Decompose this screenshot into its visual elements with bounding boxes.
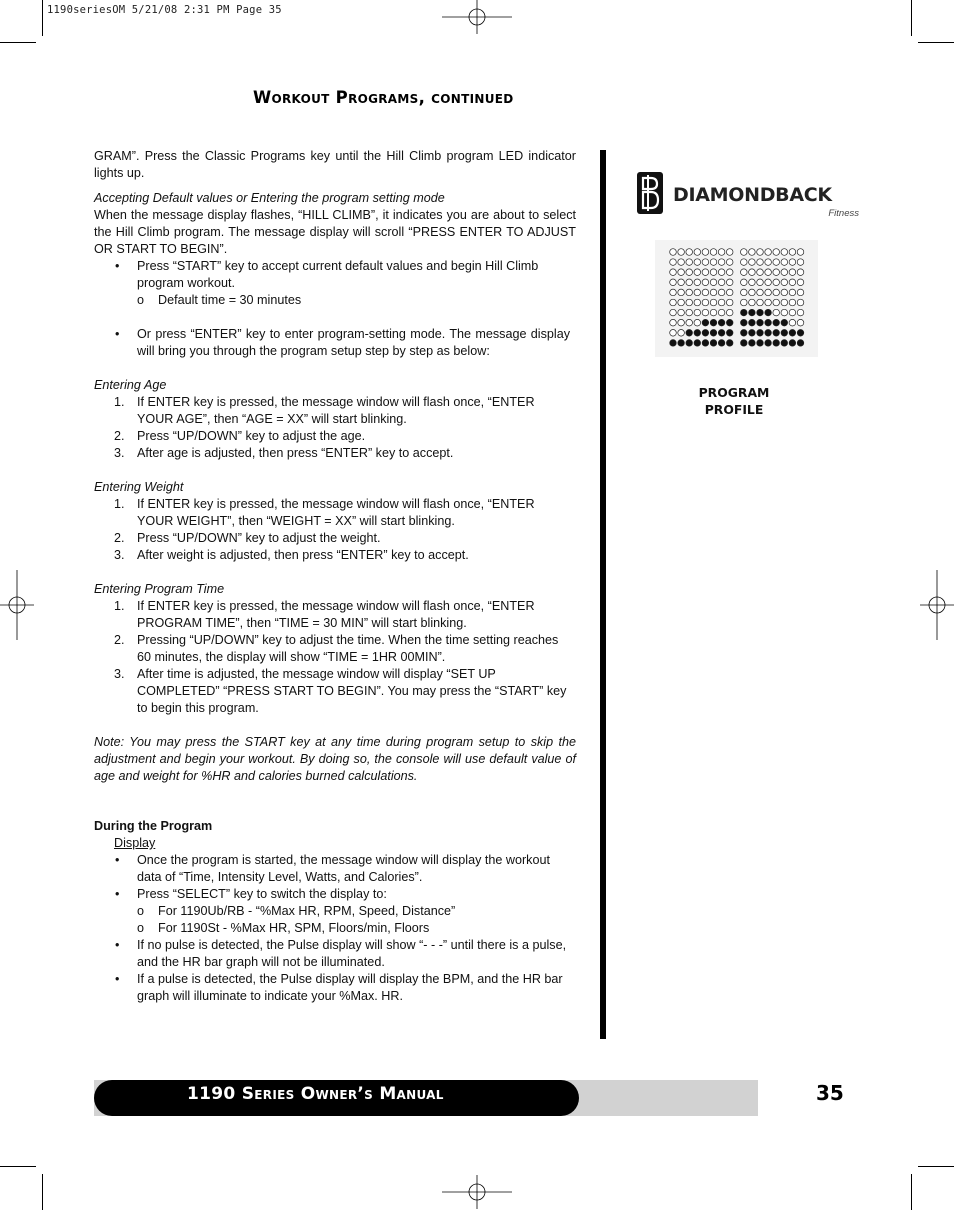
age-heading: Entering Age bbox=[94, 378, 167, 392]
led-dot-unlit bbox=[710, 309, 717, 316]
list-item bbox=[94, 971, 576, 1005]
led-dot-unlit bbox=[702, 249, 709, 256]
during-heading: During the Program bbox=[94, 819, 213, 833]
step-text: After age is adjusted, then press “ENTER” key to accept. bbox=[137, 446, 454, 460]
led-dot-unlit bbox=[710, 249, 717, 256]
bullet-marker: • bbox=[115, 259, 120, 273]
step-number: 2. bbox=[114, 531, 125, 545]
led-dot-lit bbox=[765, 319, 772, 326]
crop-mark bbox=[918, 1166, 954, 1167]
led-dot-unlit bbox=[781, 289, 788, 296]
led-dot-unlit bbox=[781, 269, 788, 276]
led-dot-unlit bbox=[741, 259, 748, 266]
led-dot-lit bbox=[765, 340, 772, 347]
numbered-item bbox=[94, 666, 576, 717]
led-dot-unlit bbox=[773, 259, 780, 266]
led-dot-unlit bbox=[726, 249, 733, 256]
numbered-item bbox=[94, 445, 576, 462]
brand-logo bbox=[637, 172, 861, 222]
led-dot-unlit bbox=[741, 249, 748, 256]
led-dot-unlit bbox=[718, 259, 725, 266]
led-dot-unlit bbox=[670, 330, 677, 337]
section-title: Workout Programs, continued bbox=[253, 88, 514, 107]
led-dot-lit bbox=[710, 330, 717, 337]
program-profile-graphic bbox=[655, 240, 818, 357]
bullet-marker: • bbox=[115, 972, 120, 986]
crop-mark bbox=[0, 42, 36, 43]
numbered-item bbox=[94, 496, 576, 530]
led-dot-lit bbox=[781, 330, 788, 337]
weight-heading: Entering Weight bbox=[94, 480, 184, 494]
led-dot-unlit bbox=[726, 279, 733, 286]
led-dot-unlit bbox=[765, 249, 772, 256]
step-text: If ENTER key is pressed, the message window will flash once, “ENTER YOUR AGE”, then “AGE = XX” will start blinking. bbox=[137, 395, 535, 426]
led-dot-lit bbox=[726, 330, 733, 337]
profile-label-line: PROGRAM bbox=[698, 385, 770, 400]
led-dot-unlit bbox=[741, 299, 748, 306]
led-dot-unlit bbox=[678, 330, 685, 337]
led-dot-lit bbox=[749, 340, 756, 347]
led-dot-unlit bbox=[789, 289, 796, 296]
led-dot-unlit bbox=[670, 319, 677, 326]
led-dot-lit bbox=[686, 340, 693, 347]
led-dot-unlit bbox=[678, 249, 685, 256]
led-dot-unlit bbox=[718, 279, 725, 286]
led-dot-lit bbox=[726, 319, 733, 326]
sub-bullet-marker: o bbox=[137, 921, 145, 935]
list-item bbox=[94, 258, 576, 292]
led-dot-unlit bbox=[773, 299, 780, 306]
led-dot-unlit bbox=[765, 279, 772, 286]
led-dot-lit bbox=[797, 340, 804, 347]
led-dot-unlit bbox=[670, 269, 677, 276]
led-dot-unlit bbox=[741, 279, 748, 286]
led-dot-unlit bbox=[694, 259, 701, 266]
led-dot-unlit bbox=[789, 249, 796, 256]
led-dot-unlit bbox=[702, 269, 709, 276]
led-dot-lit bbox=[710, 319, 717, 326]
led-dot-lit bbox=[686, 330, 693, 337]
led-dot-unlit bbox=[797, 249, 804, 256]
led-dot-lit bbox=[741, 340, 748, 347]
sub-list-item-text: For 1190Ub/RB - “%Max HR, RPM, Speed, Distance” bbox=[158, 904, 456, 918]
numbered-item bbox=[94, 530, 576, 547]
led-dot-unlit bbox=[678, 299, 685, 306]
led-dot-unlit bbox=[797, 299, 804, 306]
led-dot-lit bbox=[765, 309, 772, 316]
sub-bullet-marker: o bbox=[137, 904, 145, 918]
led-dot-unlit bbox=[670, 259, 677, 266]
led-dot-unlit bbox=[773, 309, 780, 316]
led-dot-unlit bbox=[718, 289, 725, 296]
diamondback-emblem-icon bbox=[637, 172, 663, 214]
sub-list-item-text: For 1190St - %Max HR, SPM, Floors/min, Floors bbox=[158, 921, 430, 935]
led-dot-lit bbox=[781, 340, 788, 347]
step-number: 2. bbox=[114, 633, 125, 647]
led-dot-unlit bbox=[718, 299, 725, 306]
crop-mark bbox=[42, 1174, 43, 1210]
led-dot-unlit bbox=[797, 269, 804, 276]
default-heading: Accepting Default values or Entering the program setting mode bbox=[94, 191, 445, 205]
led-dot-unlit bbox=[694, 299, 701, 306]
led-matrix bbox=[669, 247, 805, 351]
led-dot-unlit bbox=[670, 249, 677, 256]
led-dot-unlit bbox=[694, 269, 701, 276]
led-dot-unlit bbox=[773, 279, 780, 286]
led-dot-lit bbox=[757, 340, 764, 347]
column-divider bbox=[600, 150, 606, 1039]
led-dot-lit bbox=[773, 340, 780, 347]
led-dot-unlit bbox=[702, 299, 709, 306]
led-dot-unlit bbox=[773, 269, 780, 276]
led-dot-unlit bbox=[741, 269, 748, 276]
led-dot-unlit bbox=[765, 259, 772, 266]
led-dot-unlit bbox=[749, 259, 756, 266]
brand-name: DIAMONDBACK bbox=[673, 184, 832, 206]
led-dot-unlit bbox=[670, 299, 677, 306]
led-dot-unlit bbox=[757, 279, 764, 286]
led-dot-unlit bbox=[726, 259, 733, 266]
led-dot-unlit bbox=[694, 309, 701, 316]
list-item-text: Or press “ENTER” key to enter program-setting mode. The message display will bring you through the program setup step by step as below: bbox=[137, 327, 570, 358]
led-dot-unlit bbox=[686, 299, 693, 306]
led-dot-unlit bbox=[757, 289, 764, 296]
led-dot-unlit bbox=[789, 259, 796, 266]
crop-mark bbox=[0, 1166, 36, 1167]
bullet-marker: • bbox=[115, 327, 120, 341]
led-dot-lit bbox=[757, 330, 764, 337]
time-heading: Entering Program Time bbox=[94, 582, 225, 596]
registration-mark-right bbox=[920, 570, 954, 640]
numbered-item bbox=[94, 598, 576, 632]
led-dot-lit bbox=[757, 319, 764, 326]
page-number: 35 bbox=[816, 1081, 844, 1105]
step-text: Pressing “UP/DOWN” key to adjust the time. When the time setting reaches 60 minutes, the display will show “TIME = 1HR 00MIN”. bbox=[137, 633, 559, 664]
led-dot-lit bbox=[726, 340, 733, 347]
intro-paragraph: GRAM”. Press the Classic Programs key until the Hill Climb program LED indicator lights up. bbox=[94, 149, 576, 180]
led-dot-unlit bbox=[686, 259, 693, 266]
led-dot-unlit bbox=[694, 279, 701, 286]
led-dot-lit bbox=[773, 319, 780, 326]
led-dot-unlit bbox=[781, 249, 788, 256]
crop-mark bbox=[918, 42, 954, 43]
numbered-item bbox=[94, 547, 576, 564]
led-dot-unlit bbox=[710, 279, 717, 286]
manual-title: 1190 Series Owner’s Manual bbox=[187, 1084, 444, 1104]
led-dot-unlit bbox=[789, 309, 796, 316]
led-dot-unlit bbox=[678, 309, 685, 316]
led-dot-unlit bbox=[757, 259, 764, 266]
step-number: 3. bbox=[114, 548, 125, 562]
led-dot-unlit bbox=[686, 319, 693, 326]
bullet-marker: • bbox=[115, 938, 120, 952]
led-dot-lit bbox=[789, 340, 796, 347]
step-number: 1. bbox=[114, 395, 125, 409]
list-item-text: Press “SELECT” key to switch the display to: bbox=[137, 887, 387, 901]
led-dot-unlit bbox=[726, 299, 733, 306]
led-dot-lit bbox=[670, 340, 677, 347]
numbered-item bbox=[94, 428, 576, 445]
led-dot-unlit bbox=[718, 269, 725, 276]
step-number: 3. bbox=[114, 667, 125, 681]
led-dot-lit bbox=[757, 309, 764, 316]
step-text: After weight is adjusted, then press “ENTER” key to accept. bbox=[137, 548, 469, 562]
led-dot-unlit bbox=[789, 299, 796, 306]
led-dot-unlit bbox=[797, 319, 804, 326]
led-dot-unlit bbox=[765, 269, 772, 276]
display-label: Display bbox=[114, 836, 156, 850]
led-dot-unlit bbox=[789, 269, 796, 276]
led-dot-unlit bbox=[702, 279, 709, 286]
led-dot-unlit bbox=[718, 309, 725, 316]
sub-bullet-marker: o bbox=[137, 293, 145, 307]
led-dot-unlit bbox=[749, 279, 756, 286]
led-dot-lit bbox=[765, 330, 772, 337]
sub-list-item bbox=[94, 920, 576, 937]
led-dot-lit bbox=[749, 309, 756, 316]
step-text: Press “UP/DOWN” key to adjust the age. bbox=[137, 429, 366, 443]
led-dot-unlit bbox=[710, 289, 717, 296]
led-dot-lit bbox=[710, 340, 717, 347]
led-dot-unlit bbox=[686, 309, 693, 316]
led-dot-lit bbox=[694, 340, 701, 347]
led-dot-unlit bbox=[757, 249, 764, 256]
led-dot-unlit bbox=[686, 289, 693, 296]
led-dot-unlit bbox=[741, 289, 748, 296]
led-dot-unlit bbox=[797, 279, 804, 286]
led-dot-unlit bbox=[678, 259, 685, 266]
led-dot-unlit bbox=[781, 299, 788, 306]
led-dot-unlit bbox=[678, 319, 685, 326]
led-dot-unlit bbox=[678, 269, 685, 276]
setup-note: Note: You may press the START key at any time during program setup to skip the adjustment and begin your workout. By doing so, the console will use default value of age and weight for %HR and calories burned calculations. bbox=[94, 735, 576, 783]
default-paragraph: When the message display flashes, “HILL CLIMB”, it indicates you are about to select the Hill Climb program. The message display will scroll “PRESS ENTER TO ADJUST OR START TO BEGIN”. bbox=[94, 208, 576, 256]
profile-label-line: PROFILE bbox=[704, 402, 764, 417]
led-dot-lit bbox=[718, 330, 725, 337]
led-dot-unlit bbox=[702, 289, 709, 296]
step-number: 1. bbox=[114, 599, 125, 613]
led-dot-lit bbox=[781, 319, 788, 326]
print-slug: 1190seriesOM 5/21/08 2:31 PM Page 35 bbox=[47, 4, 282, 16]
led-dot-lit bbox=[789, 330, 796, 337]
led-dot-lit bbox=[797, 330, 804, 337]
bullet-marker: • bbox=[115, 853, 120, 867]
led-dot-unlit bbox=[781, 309, 788, 316]
led-dot-unlit bbox=[797, 289, 804, 296]
led-dot-unlit bbox=[710, 299, 717, 306]
sub-list-item bbox=[94, 292, 576, 309]
crop-mark bbox=[42, 0, 43, 36]
list-item bbox=[94, 852, 576, 886]
step-text: If ENTER key is pressed, the message window will flash once, “ENTER PROGRAM TIME”, then “TIME = 30 MIN” will start blinking. bbox=[137, 599, 535, 630]
led-dot-unlit bbox=[670, 279, 677, 286]
led-dot-unlit bbox=[726, 309, 733, 316]
list-item bbox=[94, 326, 576, 360]
program-profile-label bbox=[688, 384, 780, 418]
step-text: Press “UP/DOWN” key to adjust the weight. bbox=[137, 531, 381, 545]
led-dot-lit bbox=[718, 340, 725, 347]
led-dot-lit bbox=[749, 330, 756, 337]
led-dot-unlit bbox=[749, 249, 756, 256]
list-item-text: If a pulse is detected, the Pulse display will display the BPM, and the HR bar graph will illuminate to indicate your %Max. HR. bbox=[137, 972, 563, 1003]
bullet-marker: • bbox=[115, 887, 120, 901]
led-dot-unlit bbox=[710, 269, 717, 276]
led-dot-unlit bbox=[749, 299, 756, 306]
led-dot-lit bbox=[741, 330, 748, 337]
led-dot-unlit bbox=[797, 259, 804, 266]
led-dot-unlit bbox=[670, 289, 677, 296]
numbered-item bbox=[94, 632, 576, 666]
led-dot-unlit bbox=[678, 279, 685, 286]
led-dot-unlit bbox=[757, 299, 764, 306]
led-dot-unlit bbox=[781, 259, 788, 266]
sub-list-item-text: Default time = 30 minutes bbox=[158, 293, 302, 307]
main-text-column bbox=[94, 148, 576, 1005]
led-dot-unlit bbox=[670, 309, 677, 316]
led-dot-unlit bbox=[718, 249, 725, 256]
list-item bbox=[94, 886, 576, 903]
crop-mark bbox=[911, 1174, 912, 1210]
led-dot-unlit bbox=[694, 249, 701, 256]
led-dot-unlit bbox=[757, 269, 764, 276]
step-text: After time is adjusted, the message window will display “SET UP COMPLETED” “PRESS START TO BEGIN”. You may press the “START” key to begin this program. bbox=[137, 667, 567, 715]
step-number: 1. bbox=[114, 497, 125, 511]
led-dot-unlit bbox=[694, 289, 701, 296]
led-dot-lit bbox=[749, 319, 756, 326]
led-dot-lit bbox=[718, 319, 725, 326]
led-dot-unlit bbox=[702, 259, 709, 266]
led-dot-unlit bbox=[686, 249, 693, 256]
led-dot-lit bbox=[741, 319, 748, 326]
led-dot-lit bbox=[678, 340, 685, 347]
list-item-text: Once the program is started, the message window will display the workout data of “Time, Intensity Level, Watts, and Calories”. bbox=[137, 853, 550, 884]
list-item-text: If no pulse is detected, the Pulse display will show “- - -” until there is a pulse, and the HR bar graph will not be illuminated. bbox=[137, 938, 567, 969]
step-number: 2. bbox=[114, 429, 125, 443]
led-dot-unlit bbox=[726, 289, 733, 296]
led-dot-lit bbox=[773, 330, 780, 337]
led-dot-lit bbox=[741, 309, 748, 316]
led-dot-unlit bbox=[678, 289, 685, 296]
led-dot-unlit bbox=[789, 319, 796, 326]
led-dot-unlit bbox=[749, 269, 756, 276]
led-dot-unlit bbox=[686, 279, 693, 286]
numbered-item bbox=[94, 394, 576, 428]
led-dot-unlit bbox=[765, 289, 772, 296]
brand-subtitle: Fitness bbox=[828, 208, 859, 219]
list-item-text: Press “START” key to accept current default values and begin Hill Climb program workout. bbox=[137, 259, 539, 290]
led-dot-unlit bbox=[694, 319, 701, 326]
led-dot-lit bbox=[694, 330, 701, 337]
step-text: If ENTER key is pressed, the message window will flash once, “ENTER YOUR WEIGHT”, then “WEIGHT = XX” will start blinking. bbox=[137, 497, 535, 528]
registration-mark-top bbox=[442, 0, 512, 34]
led-dot-unlit bbox=[765, 299, 772, 306]
led-dot-unlit bbox=[781, 279, 788, 286]
led-dot-lit bbox=[702, 319, 709, 326]
led-dot-lit bbox=[702, 330, 709, 337]
led-dot-unlit bbox=[702, 309, 709, 316]
registration-mark-left bbox=[0, 570, 34, 640]
step-number: 3. bbox=[114, 446, 125, 460]
led-dot-unlit bbox=[797, 309, 804, 316]
led-dot-unlit bbox=[686, 269, 693, 276]
registration-mark-bottom bbox=[442, 1175, 512, 1209]
led-dot-unlit bbox=[710, 259, 717, 266]
led-dot-unlit bbox=[789, 279, 796, 286]
crop-mark bbox=[911, 0, 912, 36]
led-dot-unlit bbox=[749, 289, 756, 296]
led-dot-unlit bbox=[726, 269, 733, 276]
led-dot-unlit bbox=[773, 249, 780, 256]
led-dot-lit bbox=[702, 340, 709, 347]
list-item bbox=[94, 937, 576, 971]
sub-list-item bbox=[94, 903, 576, 920]
led-dot-unlit bbox=[773, 289, 780, 296]
